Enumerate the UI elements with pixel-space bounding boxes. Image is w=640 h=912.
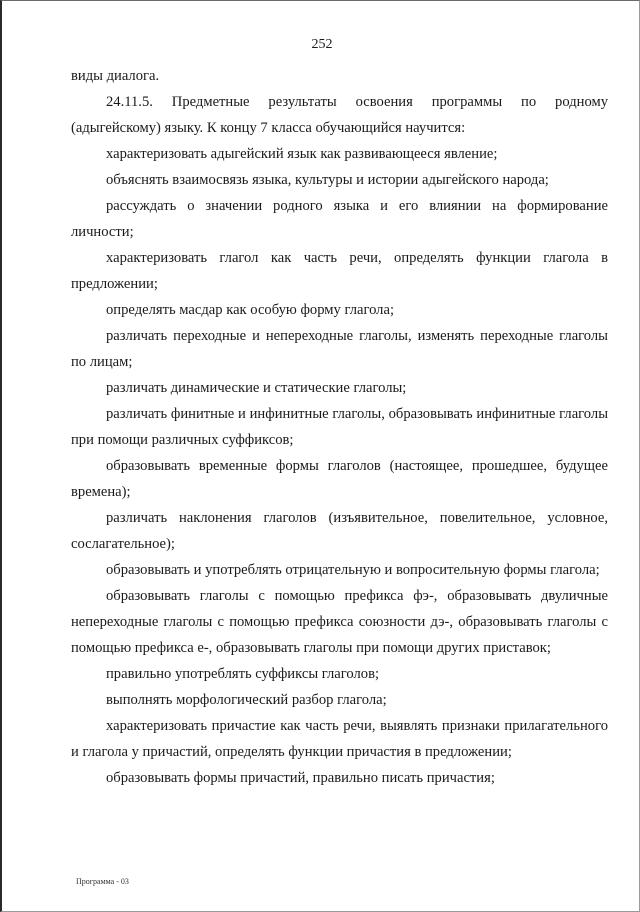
paragraph-17: характеризовать причастие как часть речи, выявлять признаки прилагательного и глагола у причастий, определять функции причастия в предложении; [71,718,608,760]
paragraph-9: различать динамические и статические глаголы; [106,380,407,396]
paragraph-8: различать переходные и непереходные глаголы, изменять переходные глаголы по лицам; [71,328,608,370]
paragraph-16: выполнять морфологический разбор глагола; [106,692,387,708]
paragraph-6: характеризовать глагол как часть речи, определять функции глагола в предложении; [71,250,608,292]
paragraph-10: различать финитные и инфинитные глаголы, образовывать инфинитные глаголы при помощи различных суффиксов; [71,406,608,448]
paragraph-14: образовывать глаголы с помощью префикса фэ-, образовывать двуличные непереходные глаголы с помощью префикса союзности дэ-, образовывать глаголы с помощью префикса е-, образовывать глаголы при помощи других приставок; [71,588,608,656]
paragraph-2: 24.11.5. Предметные результаты освоения программы по родному (адыгейскому) языку. К концу 7 класса обучающийся научится: [71,94,608,136]
page-number: 252 [311,37,333,52]
paragraph-3: характеризовать адыгейский язык как развивающееся явление; [106,146,498,162]
paragraph-15: правильно употреблять суффиксы глаголов; [106,666,380,682]
paragraph-5: рассуждать о значении родного языка и его влиянии на формирование личности; [71,198,608,240]
paragraph-11: образовывать временные формы глаголов (настоящее, прошедшее, будущее времена); [71,458,608,500]
paragraph-13: образовывать и употреблять отрицательную и вопросительную формы глагола; [106,562,600,578]
paragraph-1: виды диалога. [71,68,160,84]
paragraph-4: объяснять взаимосвязь языка, культуры и истории адыгейского народа; [106,172,549,188]
paragraph-7: определять масдар как особую форму глагола; [106,302,394,318]
footer-program-label: Программа - 03 [76,877,129,886]
paragraph-12: различать наклонения глаголов (изъявительное, повелительное, условное, сослагательное); [71,510,608,552]
body-text [71,63,608,791]
paragraph-18: образовывать формы причастий, правильно писать причастия; [106,770,495,786]
